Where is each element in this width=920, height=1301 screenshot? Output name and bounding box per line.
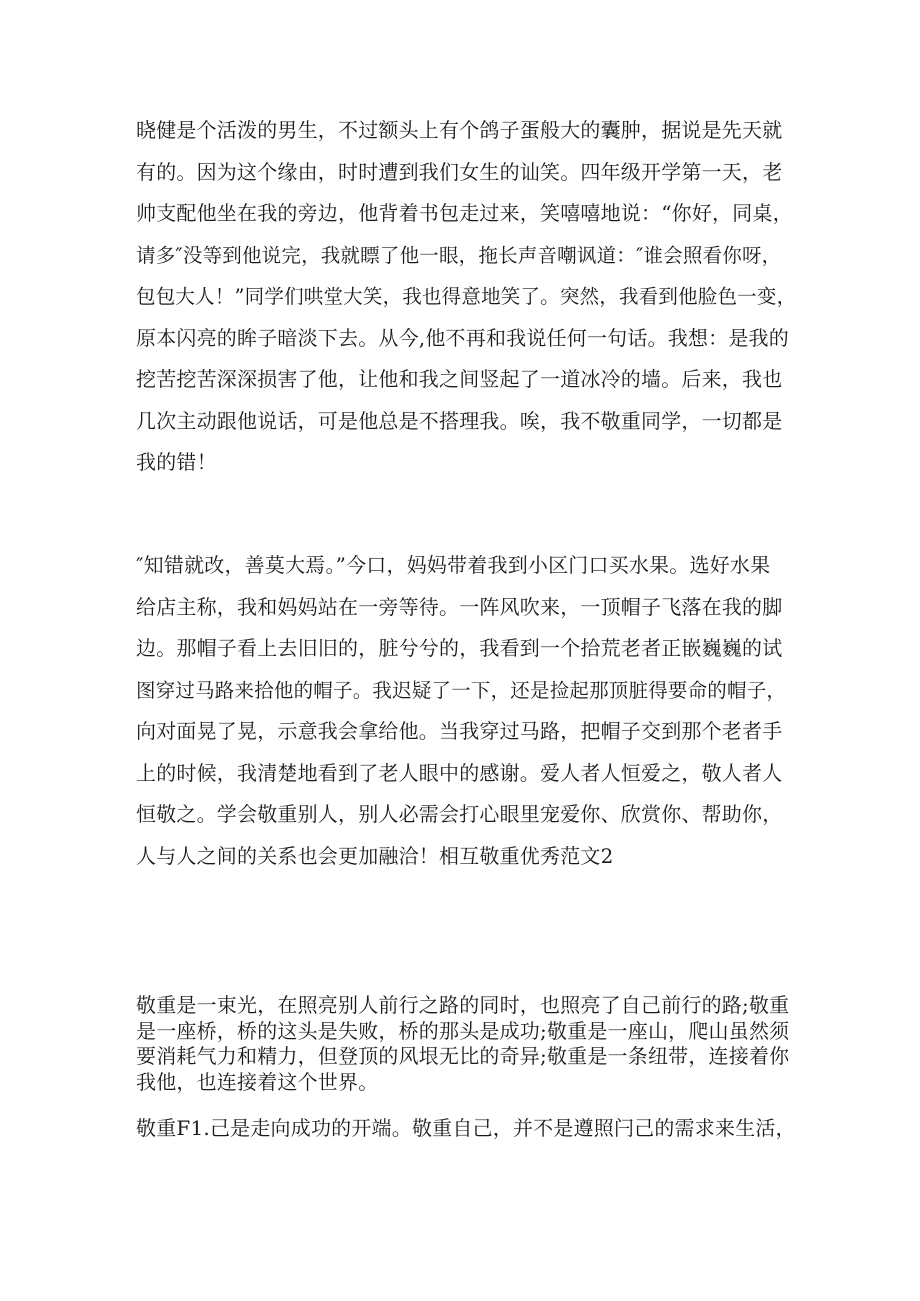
paragraph-self-respect bbox=[136, 1113, 796, 1143]
paragraph-classmate-story bbox=[136, 110, 796, 484]
text-line: 挖苦挖苦深深损害了他，让他和我之间竖起了一道冰冷的墙。后来，我也 bbox=[136, 367, 783, 391]
text-line: ″知错就改，善莫大焉。”今口，妈妈带着我到小区门口买水果。选好水果 bbox=[136, 553, 771, 577]
text-line: 人与人之间的关系也会更加融洽！相互敬重优秀范文2 bbox=[136, 843, 614, 868]
text-line: 向对面晃了晃，示意我会拿给他。当我穿过马路，把帽子交到那个老者手 bbox=[136, 719, 783, 743]
paragraph-respect-metaphor bbox=[136, 993, 796, 1095]
text-line: 晓健是个活泼的男生，不过额头上有个鸽子蛋般大的囊肿，据说是先天就 bbox=[136, 118, 783, 142]
text-line: 要消耗气力和精力，但登顶的风垠无比的奇异;敬重是一条纽带，连接着你 bbox=[136, 1044, 790, 1068]
paragraph-hat-story bbox=[136, 545, 796, 877]
text-line: 边。那帽子看上去旧旧的，脏兮兮的，我看到一个拾荒老者正嵌巍巍的试 bbox=[136, 636, 783, 660]
text-line: 敬重是一束光，在照亮别人前行之路的同时，也照亮了自己前行的路;敬重 bbox=[136, 993, 790, 1017]
text-line: 是一座桥，桥的这头是失败，桥的那头是成功;敬重是一座山，爬山虽然须 bbox=[136, 1018, 790, 1043]
text-line: 上的时候，我清楚地看到了老人眼中的感谢。爱人者人恒爱之，敬人者人 bbox=[136, 760, 783, 785]
text-line: 我的错！ bbox=[136, 450, 217, 474]
text-line: 敬重F1.己是走向成功的开端。敬重自己，并不是遵照闩己的需求来生活， bbox=[136, 1116, 796, 1140]
text-line: 图穿过马路来拾他的帽子。我迟疑了一下，还是捡起那顶脏得要命的帽子， bbox=[136, 678, 787, 702]
text-line: 几次主动跟他说话，可是他总是不搭理我。唉，我不敬重同学，一切都是 bbox=[136, 408, 783, 433]
text-line: 有的。因为这个缘由，时时遭到我们女生的讪笑。四年级开学第一天，老 bbox=[136, 159, 783, 184]
text-line: 包包大人！”同学们哄堂大笑，我也得意地笑了。突然，我看到他脸色一变， bbox=[136, 285, 797, 308]
text-line: 我他，也连接着这个世界。 bbox=[136, 1069, 379, 1094]
text-line: 恒敬之。学会敬重别人，别人必需会打心眼里宠爱你、欣赏你、帮助你， bbox=[136, 802, 783, 826]
text-line: 请多″没等到他说完，我就瞟了他一眼，拖长声音嘲讽道：″谁会照看你呀， bbox=[136, 243, 782, 267]
text-line: 原本闪亮的眸子暗淡下去。从今,他不再和我说任何一句话。我想：是我的 bbox=[136, 325, 789, 350]
text-line: 给店主称，我和妈妈站在一旁等待。一阵风吹来，一顶帽子飞落在我的脚 bbox=[136, 594, 783, 619]
text-line: 帅支配他坐在我的旁边，他背着书包走过来，笑嘻嘻地说：“你好，同桌， bbox=[136, 201, 793, 225]
